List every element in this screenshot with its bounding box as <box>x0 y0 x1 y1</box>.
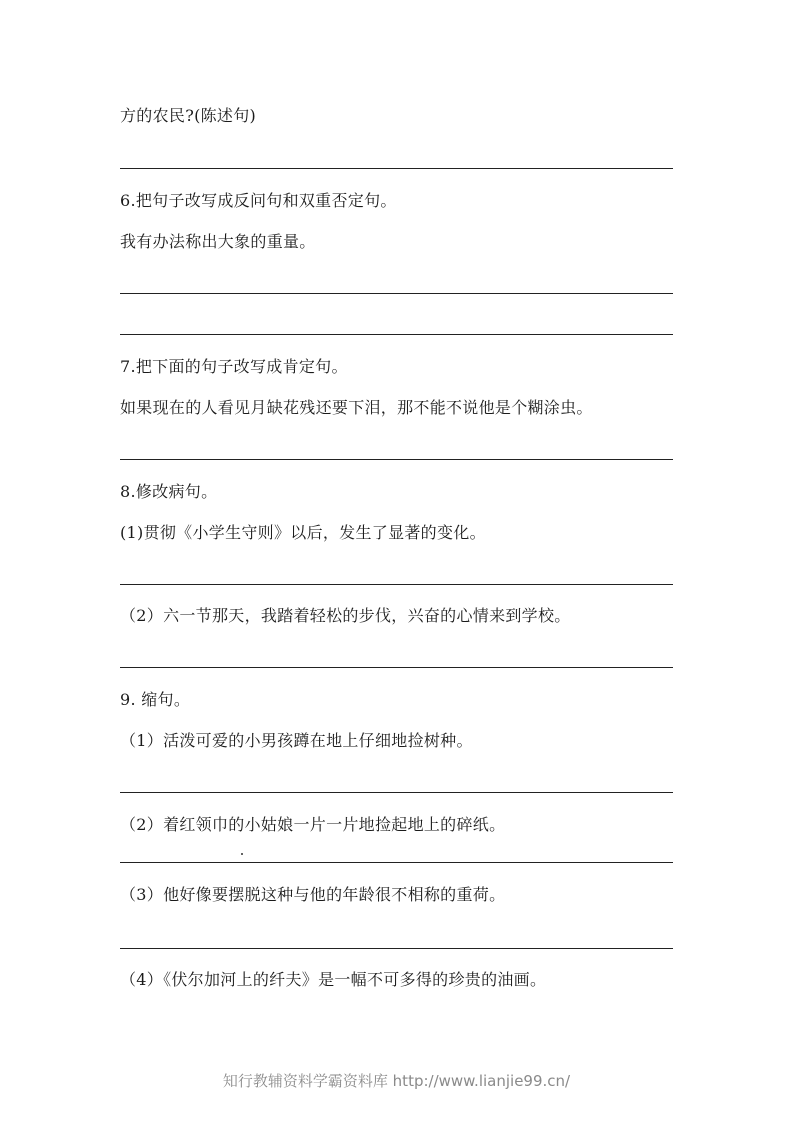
question-7-heading: 7.把下面的句子改写成肯定句。 <box>120 357 348 376</box>
question-8-item-2: （2）六一节那天，我踏着轻松的步伐，兴奋的心情来到学校。 <box>120 606 571 625</box>
answer-line[interactable] <box>120 667 673 668</box>
answer-line[interactable] <box>120 334 673 335</box>
answer-line[interactable] <box>120 862 673 863</box>
question-6-sentence: 我有办法称出大象的重量。 <box>120 232 316 251</box>
question-6-heading: 6.把句子改写成反问句和双重否定句。 <box>120 191 397 210</box>
footer-watermark: 知行教辅资料学霸资料库 http://www.lianjie99.cn/ <box>222 1072 571 1090</box>
answer-line[interactable] <box>120 584 673 585</box>
stray-dot <box>241 853 243 855</box>
question-9-item-4: （4）《伏尔加河上的纤夫》是一幅不可多得的珍贵的油画。 <box>120 970 547 989</box>
question-5-continuation: 方的农民?(陈述句) <box>120 106 257 125</box>
question-9-item-2: （2）着红领巾的小姑娘一片一片地捡起地上的碎纸。 <box>120 815 506 834</box>
question-9-heading: 9. 缩句。 <box>120 690 191 709</box>
answer-line[interactable] <box>120 792 673 793</box>
question-8-item-1: (1)贯彻《小学生守则》以后，发生了显著的变化。 <box>120 523 486 542</box>
question-9-item-1: （1）活泼可爱的小男孩蹲在地上仔细地捡树种。 <box>120 731 473 750</box>
answer-line[interactable] <box>120 168 673 169</box>
question-7-sentence: 如果现在的人看见月缺花残还要下泪，那不能不说他是个糊涂虫。 <box>120 398 593 417</box>
answer-line[interactable] <box>120 948 673 949</box>
answer-line[interactable] <box>120 459 673 460</box>
answer-line[interactable] <box>120 293 673 294</box>
question-8-heading: 8.修改病句。 <box>120 482 218 501</box>
question-9-item-3: （3）他好像要摆脱这种与他的年龄很不相称的重荷。 <box>120 885 506 904</box>
